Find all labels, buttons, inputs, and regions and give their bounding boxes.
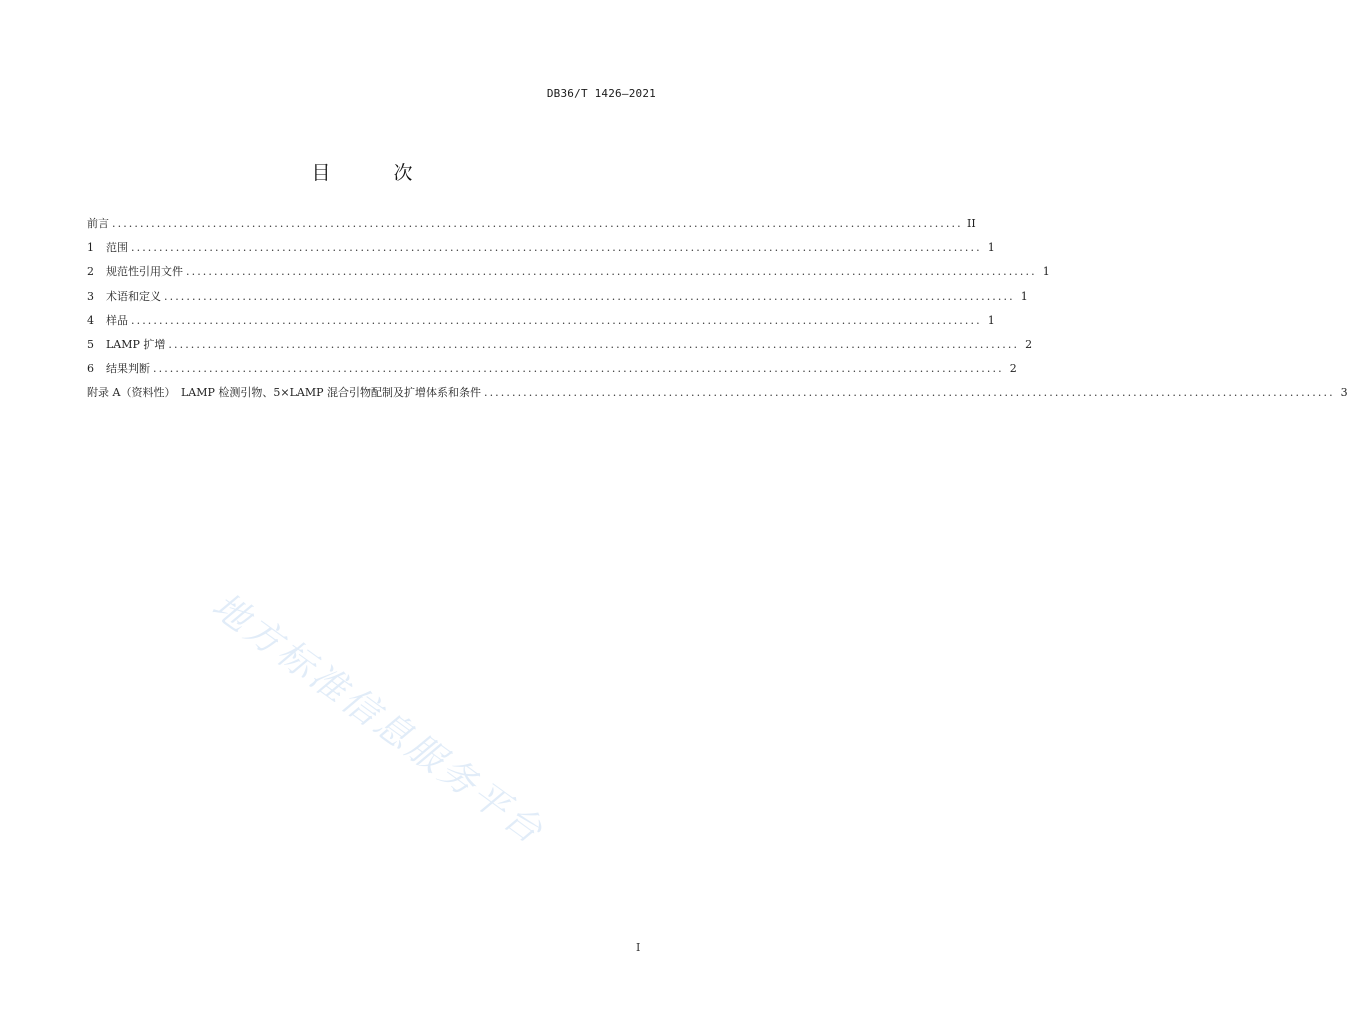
toc-entry-label: 样品 [106,313,128,327]
toc-entry-label: 前言 [87,217,109,230]
toc-entry-foreword[interactable] [87,216,976,240]
page-number: I [636,941,641,954]
toc-entry-page: 1 [1020,289,1028,303]
toc-entry-label: LAMP 扩增 [106,337,166,351]
toc-entry-samples[interactable] [87,313,995,337]
toc-entry-normative-references[interactable] [87,264,1050,288]
toc-entry-number: 4 [87,313,94,327]
standard-code: DB36/T 1426—2021 [546,87,656,100]
toc-entry-page: 2 [1025,337,1033,351]
toc-entry-page: 1 [987,241,995,255]
toc-entry-label: 规范性引用文件 [106,265,183,279]
toc-entry-number: 5 [87,337,94,351]
toc-entry-page: II [966,217,976,230]
toc-entry-page: 1 [1042,265,1050,279]
toc-leader-dots: ........................................................................................................................................................ [153,362,1004,376]
toc-leader-dots: ........................................................................................................................................................ [483,386,1335,400]
table-of-contents [87,216,1348,410]
toc-leader-dots: ........................................................................................................................................................ [112,217,963,230]
toc-entry-number: 1 [87,241,94,255]
toc-entry-appendix-a[interactable] [87,385,1348,409]
toc-entry-page: 2 [1009,362,1017,376]
toc-entry-label: 术语和定义 [106,289,161,303]
toc-entry-page: 3 [1340,386,1348,400]
toc-entry-page: 1 [987,313,995,327]
toc-entry-number: 6 [87,362,94,376]
toc-leader-dots: ........................................................................................................................................................ [131,313,982,327]
toc-entry-label: 范围 [106,241,128,255]
toc-entry-label: 附录 A（资料性） LAMP 检测引物、5×LAMP 混合引物配制及扩增体系和条件 [87,386,481,400]
toc-leader-dots: ........................................................................................................................................................ [164,289,1015,303]
toc-entry-result-judgment[interactable] [87,361,1017,385]
toc-entry-scope[interactable] [87,240,995,264]
toc-entry-terms-definitions[interactable] [87,289,1028,313]
watermark-text: 地方标准信息服务平台 [204,585,553,854]
toc-leader-dots: ........................................................................................................................................................ [186,265,1037,279]
toc-entry-label: 结果判断 [106,362,150,376]
toc-entry-number: 3 [87,289,94,303]
toc-entry-number: 2 [87,265,94,279]
toc-leader-dots: ........................................................................................................................................................ [168,337,1020,351]
toc-entry-lamp-amplification[interactable] [87,337,1033,361]
toc-title: 目 次 [311,162,435,184]
toc-leader-dots: ........................................................................................................................................................ [131,241,982,255]
